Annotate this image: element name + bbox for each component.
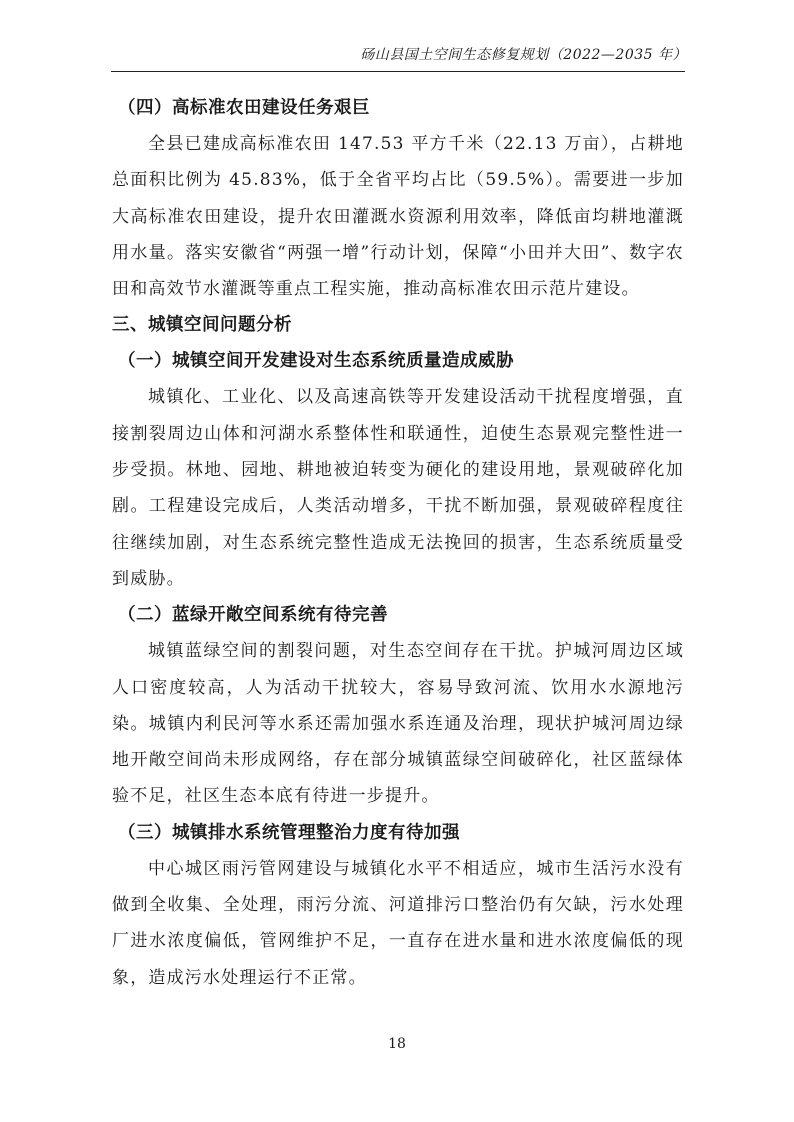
paragraph-blue-green-space: 城镇蓝绿空间的割裂问题，对生态空间存在干扰。护城河周边区域人口密度较高，人为活动干扰较大，容易导致河流、饮用水水源地污染。城镇内利民河等水系还需加强水系连通及治理，现状护城河周边绿地开敞空间尚未形成网络，存在部分城镇蓝绿空间破碎化，社区蓝绿体验不足，社区生态本底有待进一步提升。	[112, 641, 684, 807]
heading-urban-space-analysis: 三、城镇空间问题分析	[112, 315, 292, 336]
running-header-title: 砀山县国土空间生态修复规划（2022—2035 年）	[360, 47, 687, 63]
header-divider	[111, 71, 685, 72]
heading-drainage-system: （三）城镇排水系统管理整治力度有待加强	[118, 822, 460, 843]
paragraph-drainage-system: 中心城区雨污管网建设与城镇化水平不相适应，城市生活污水没有做到全收集、全处理，雨污分流、河道排污口整治仍有欠缺，污水处理厂进水浓度偏低，管网维护不足，一直存在进水量和进水浓度偏低的现象，造成污水处理运行不正常。	[112, 858, 684, 988]
page-number: 18	[388, 1036, 406, 1052]
document-body	[112, 90, 684, 996]
paragraph-urban-development: 城镇化、工业化、以及高速高铁等开发建设活动干扰程度增强，直接割裂周边山体和河湖水系整体性和联通性，迫使生态景观完整性进一步受损。林地、园地、耕地被迫转变为硬化的建设用地，景观破碎化加剧。工程建设完成后，人类活动增多，干扰不断加强，景观破碎程度往往继续加剧，对生态系统完整性造成无法挽回的损害，生态系统质量受到威胁。	[112, 387, 684, 589]
heading-urban-development-threat: （一）城镇空间开发建设对生态系统质量造成威胁	[118, 351, 514, 372]
heading-blue-green-space: （二）蓝绿开敞空间系统有待完善	[118, 605, 388, 626]
paragraph-farmland: 全县已建成高标准农田 147.53 平方千米（22.13 万亩），占耕地总面积比例为 45.83%，低于全省平均占比（59.5%）。需要进一步加大高标准农田建设，提升农田灌溉水资源利用效率，降低亩均耕地灌溉用水量。落实安徽省“两强一增”行动计划，保障“小田并大田”、数字农田和高效节水灌溉等重点工程实施，推动高标准农田示范片建设。	[112, 134, 684, 300]
heading-high-standard-farmland: （四）高标准农田建设任务艰巨	[118, 98, 370, 118]
